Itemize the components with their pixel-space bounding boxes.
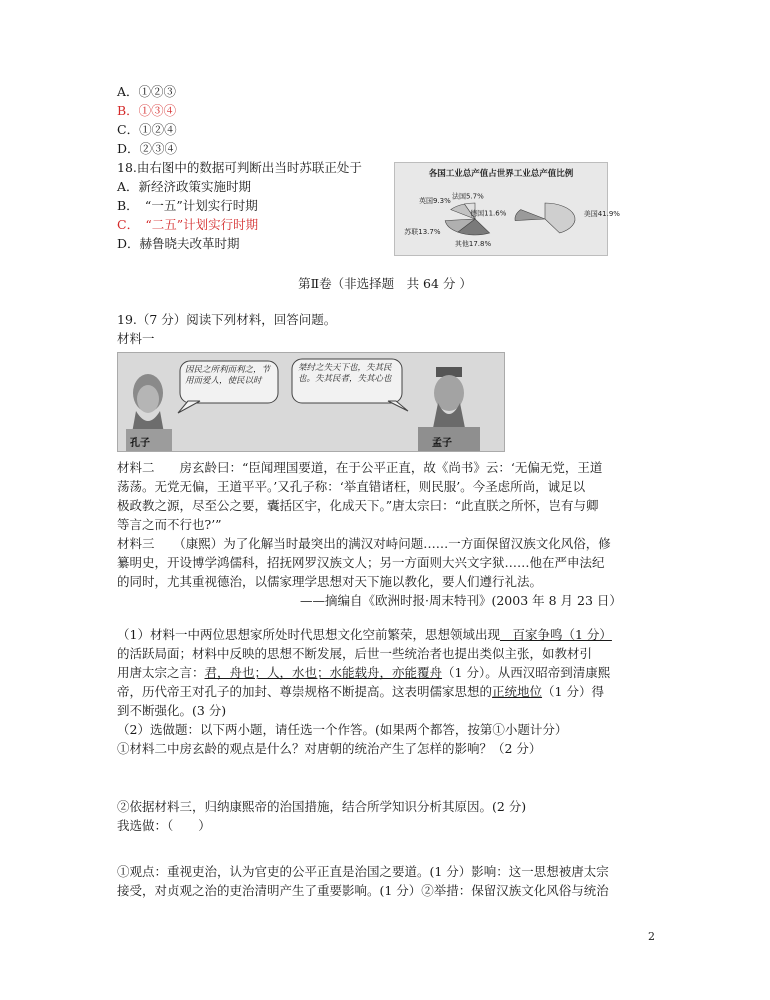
sub2-question-2: ②依据材料三，归纳康熙帝的治国措施，结合所学知识分析其原因。(2 分): [117, 799, 527, 814]
confucius-speech-text: 因民之所利而利之，节用而爱人，使民以时: [185, 365, 271, 386]
answer-line-1: ①观点：重视吏治，认为官吏的公平正直是治国之要道。(1 分）影响：这一思想被唐太宗: [117, 864, 609, 879]
sub1-answer-2: 君，舟也；人，水也；水能载舟，亦能覆舟: [204, 665, 443, 680]
sub1-line-2: 的活跃局面；材料中反映的思想不断发展，后世一些统治者也提出类似主张，如教材引: [117, 646, 593, 661]
pie-label-1: 其他17.8%: [454, 239, 492, 248]
material1-label: 材料一: [117, 331, 155, 346]
material3-line-3: 的同时，尤其重视德治，以儒家理学思想对天下施以教化，要人们遵行礼法。: [117, 574, 543, 589]
mencius-label: 孟子: [432, 438, 452, 449]
section-title: 第Ⅱ卷（非选择题 共 64 分 ）: [298, 276, 472, 291]
sub1-answer-1: 百家争鸣（1 分）: [499, 627, 612, 642]
sub1-line-1: [117, 627, 612, 643]
material3-line-2: 纂明史，开设博学鸿儒科，招抚网罗汉族文人；另一方面则大兴文字狱……他在严申法纪: [117, 555, 605, 570]
page-number: 2: [648, 930, 655, 943]
sub1-line-1-text: （1）材料一中两位思想家所处时代思想文化空前繁荣，思想领域出现: [117, 627, 500, 642]
pie-label-2: 苏联13.7%: [404, 228, 441, 237]
mencius-speech-text: 桀纣之失天下也，失其民也。失其民者，失其心也: [298, 363, 392, 384]
sub1-line-5: 到不断强化。(3 分): [117, 703, 227, 718]
pie-label-0: 美国41.9%: [583, 209, 620, 218]
material2-line-4: 等言之而不行也?’”: [117, 517, 222, 532]
sub2-intro: （2）选做题：以下两小题，请任选一个作答。(如果两个都答，按第①小题计分）: [117, 722, 568, 737]
sub1-line-4-tail: （1 分）得: [542, 684, 604, 699]
material3-line-1: 材料三 （康熙）为了化解当时最突出的满汉对峙问题……一方面保留汉族文化风俗，修: [117, 536, 611, 551]
q18-stem: 18.由右图中的数据可判断出当时苏联正处于: [117, 160, 362, 175]
chart-title: 各国工业总产值占世界工业总产值比例: [428, 169, 574, 179]
sub1-line-3-tail: （1 分）。从西汉昭帝到清康熙: [442, 665, 611, 680]
material2-line-2: 荡荡。无党无偏，王道平平。’又孔子称：‘举直错诸枉，则民服’。今圣虑所尚，诚足以: [117, 479, 586, 494]
material2-line-1: 材料二 房玄龄曰：“臣闻理国要道，在于公平正直，故《尚书》云：‘无偏无党，王道: [117, 460, 603, 475]
choose-line: 我选做：（ ）: [117, 818, 211, 833]
q19-stem: 19.（7 分）阅读下列材料，回答问题。: [117, 312, 337, 327]
pie-slice-0: [545, 203, 575, 233]
q18-option-b: B． “一五”计划实行时期: [117, 198, 258, 213]
confucius-mencius-cartoon: [117, 352, 505, 452]
q18-option-a: A．新经济政策实施时期: [117, 179, 252, 194]
pie-right-slices: [515, 203, 575, 233]
sub1-line-3-text: 用唐太宗之言：: [117, 665, 205, 680]
pie-labels: [404, 191, 620, 248]
pie-label-3: 德国11.6%: [470, 209, 507, 218]
confucius-label: 孔子: [130, 438, 150, 449]
sub1-answer-3: 正统地位: [492, 684, 543, 699]
q18-option-d: D．赫鲁晓夫改革时期: [117, 236, 240, 251]
pie-label-5: 法国5.7%: [451, 192, 484, 201]
pie-slice-3: [515, 210, 545, 221]
q18-option-c: C． “二五”计划实行时期: [117, 217, 259, 232]
material2-line-3: 极政教之源，尽至公之要，囊括区宇，化成天下。”唐太宗曰：“此直朕之所怀，岂有与卿: [117, 498, 599, 513]
q17-option-c: C．①②④: [117, 122, 177, 137]
pie-label-4: 英国9.3%: [418, 196, 451, 205]
pie-chart-svg: [395, 163, 620, 255]
pie-left-slices: [445, 203, 489, 235]
answer-line-2: 接受，对贞观之治的吏治清明产生了重要影响。(1 分）②举措：保留汉族文化风俗与统治: [117, 883, 609, 898]
sub1-line-4-text: 帝，历代帝王对孔子的加封、尊崇规格不断提高。这表明儒家思想的: [117, 684, 493, 699]
q17-option-b: B．①③④: [117, 103, 177, 118]
industrial-output-pie-chart: [394, 162, 620, 256]
sub1-line-4: [117, 684, 604, 700]
material3-source: ——摘编自《欧洲时报·周末特刊》(2003 年 8 月 23 日）: [300, 593, 622, 608]
sub2-question-1: ①材料二中房玄龄的观点是什么？对唐朝的统治产生了怎样的影响？（2 分）: [117, 741, 542, 756]
q17-option-d: D．②③④: [117, 141, 178, 156]
q17-option-a: A．①②③: [117, 84, 177, 99]
sub1-line-3: [117, 665, 610, 681]
